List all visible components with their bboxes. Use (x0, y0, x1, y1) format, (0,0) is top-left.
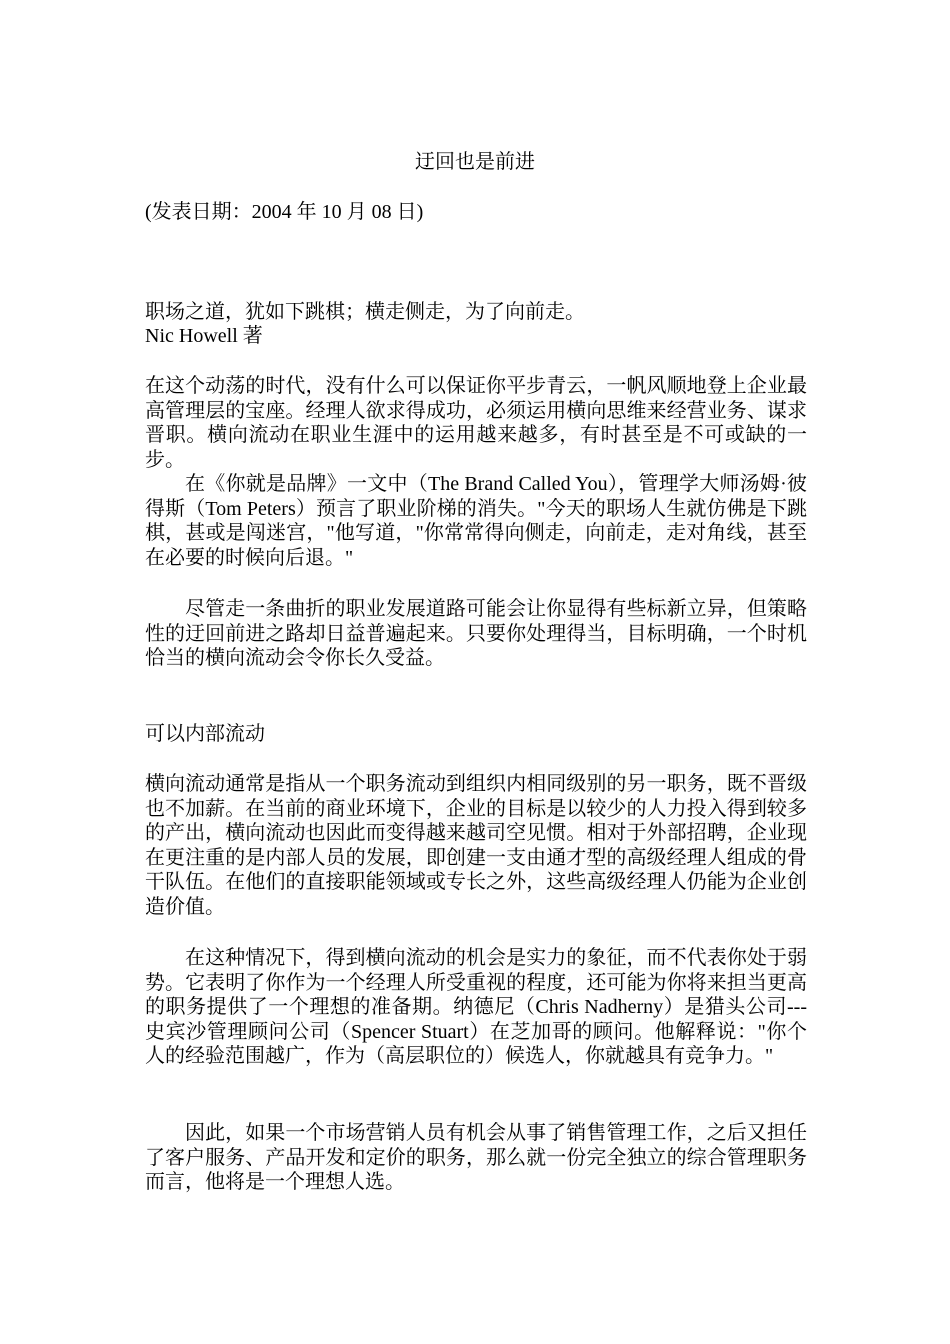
paragraph-ideal-candidate: 因此，如果一个市场营销人员有机会从事了销售管理工作，之后又担任了客户服务、产品开发和定价的职务，那么就一份完全独立的综合管理职务而言，他将是一个理想人选。 (145, 1122, 807, 1193)
article-author: Nic Howell 著 (145, 325, 263, 347)
paragraph-brand-called-you: 在《你就是品牌》一文中（The Brand Called You），管理学大师汤姆·彼得斯（Tom Peters）预言了职业阶梯的消失。"今天的职场人生就仿佛是下跳棋，甚或是闯迷宫，"他写道，"你常常得向侧走，向前走，走对角线，甚至在必要的时候向后退。" (145, 473, 807, 569)
publish-date: (发表日期：2004 年 10 月 08 日) (145, 201, 424, 223)
paragraph-strength-signal: 在这种情况下，得到横向流动的机会是实力的象征，而不代表你处于弱势。它表明了你作为一个经理人所受重视的程度，还可能为你将来担当更高的职务提供了一个理想的准备期。纳德尼（Chris Nadherny）是猎头公司---史宾沙管理顾问公司（Spencer Stuart）在芝加哥的顾问。他解释说："你个人的经验范围越广，作为（高层职位的）候选人，你就越具有竞争力。" (145, 947, 807, 1067)
article-subtitle: 职场之道，犹如下跳棋；横走侧走，为了向前走。 (145, 301, 585, 323)
paragraph-intro: 在这个动荡的时代，没有什么可以保证你平步青云，一帆风顺地登上企业最高管理层的宝座。经理人欲求得成功，必须运用横向思维来经营业务、谋求晋职。横向流动在职业生涯中的运用越来越多，有时甚至是不可或缺的一步。 (145, 375, 807, 471)
paragraph-strategic-detour: 尽管走一条曲折的职业发展道路可能会让你显得有些标新立异，但策略性的迂回前进之路却日益普遍起来。只要你处理得当，目标明确，一个时机恰当的横向流动会令你长久受益。 (145, 598, 807, 669)
section-heading: 可以内部流动 (145, 723, 265, 745)
article-title: 迂回也是前进 (415, 151, 535, 173)
paragraph-lateral-definition: 横向流动通常是指从一个职务流动到组织内相同级别的另一职务，既不晋级也不加薪。在当前的商业环境下，企业的目标是以较少的人力投入得到较多的产出，横向流动也因此而变得越来越司空见惯。相对于外部招聘，企业现在更注重的是内部人员的发展，即创建一支由通才型的高级经理人组成的骨干队伍。在他们的直接职能领域或专长之外，这些高级经理人仍能为企业创造价值。 (145, 773, 807, 918)
